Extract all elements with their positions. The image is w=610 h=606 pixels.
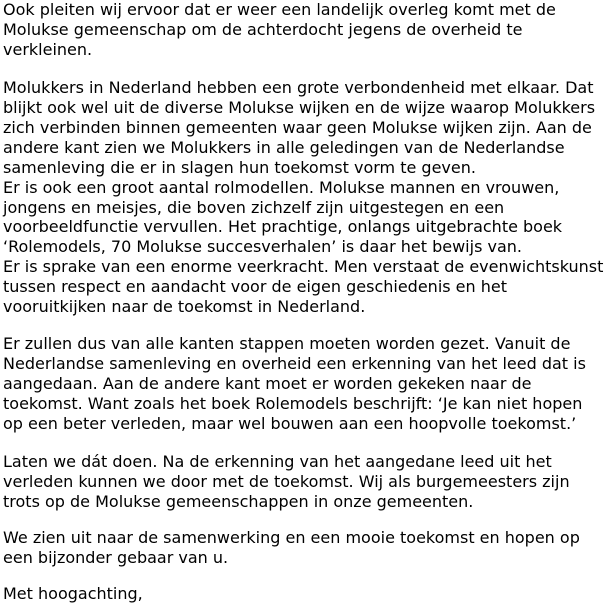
closing-salutation (3, 584, 143, 604)
text-line: Er is ook een groot aantal rolmodellen. Molukse mannen en vrouwen, (3, 177, 560, 197)
text-line: trots op de Molukse gemeenschappen in onze gemeenten. (3, 491, 474, 511)
text-line: Molukkers in Nederland hebben een grote verbondenheid met elkaar. Dat (3, 77, 594, 97)
text-line: op een beter verleden, maar wel bouwen aan een hoopvolle toekomst.’ (3, 414, 577, 434)
text-line: verleden kunnen we door met de toekomst. Wij als burgemeesters zijn (3, 472, 570, 492)
text-line: Er is sprake van een enorme veerkracht. Men verstaat de evenwichtskunst (3, 257, 604, 277)
paragraph-cooperation (3, 528, 580, 568)
text-line: Met hoogachting, (3, 584, 143, 604)
text-line: tussen respect en aandacht voor de eigen geschiedenis en het (3, 277, 508, 297)
text-line: ‘Rolemodels, 70 Molukse succesverhalen’ is daar het bewijs van. (3, 237, 522, 257)
text-line: zich verbinden binnen gemeenten waar geen Molukse wijken zijn. Aan de (3, 117, 592, 137)
text-line: toekomst. Want zoals het boek Rolemodels beschrijft: ‘Je kan niet hopen (3, 394, 583, 414)
paragraph-recognition (3, 452, 570, 512)
text-line: voorbeeldfunctie vervullen. Het prachtige, onlangs uitgebrachte boek (3, 217, 563, 237)
text-line: samenleving die er in slagen hun toekomst vorm te geven. (3, 157, 476, 177)
text-line: Nederlandse samenleving en overheid een erkenning van het leed dat is (3, 354, 586, 374)
text-line: Er zullen dus van alle kanten stappen moeten worden gezet. Vanuit de (3, 334, 571, 354)
text-line: aangedaan. Aan de andere kant moet er worden gekeken naar de (3, 374, 532, 394)
paragraph-consultation (3, 0, 556, 60)
text-line: jongens en meisjes, die boven zichzelf zijn uitgestegen en een (3, 197, 505, 217)
text-line: een bijzonder gebaar van u. (3, 547, 229, 567)
text-line: Molukse gemeenschap om de achterdocht jegens de overheid te (3, 19, 523, 39)
text-line: andere kant zien we Molukkers in alle geledingen van de Nederlandse (3, 137, 565, 157)
text-line: Laten we dát doen. Na de erkenning van het aangedane leed uit het (3, 452, 552, 472)
text-line: verkleinen. (3, 39, 93, 59)
text-line: vooruitkijken naar de toekomst in Nederland. (3, 297, 366, 317)
text-line: blijkt ook wel uit de diverse Molukse wijken en de wijze waarop Molukkers (3, 97, 596, 117)
paragraph-connectedness (3, 78, 603, 317)
text-line: Ook pleiten wij ervoor dat er weer een landelijk overleg komt met de (3, 0, 556, 19)
paragraph-steps (3, 334, 586, 434)
text-line: We zien uit naar de samenwerking en een mooie toekomst en hopen op (3, 528, 580, 547)
